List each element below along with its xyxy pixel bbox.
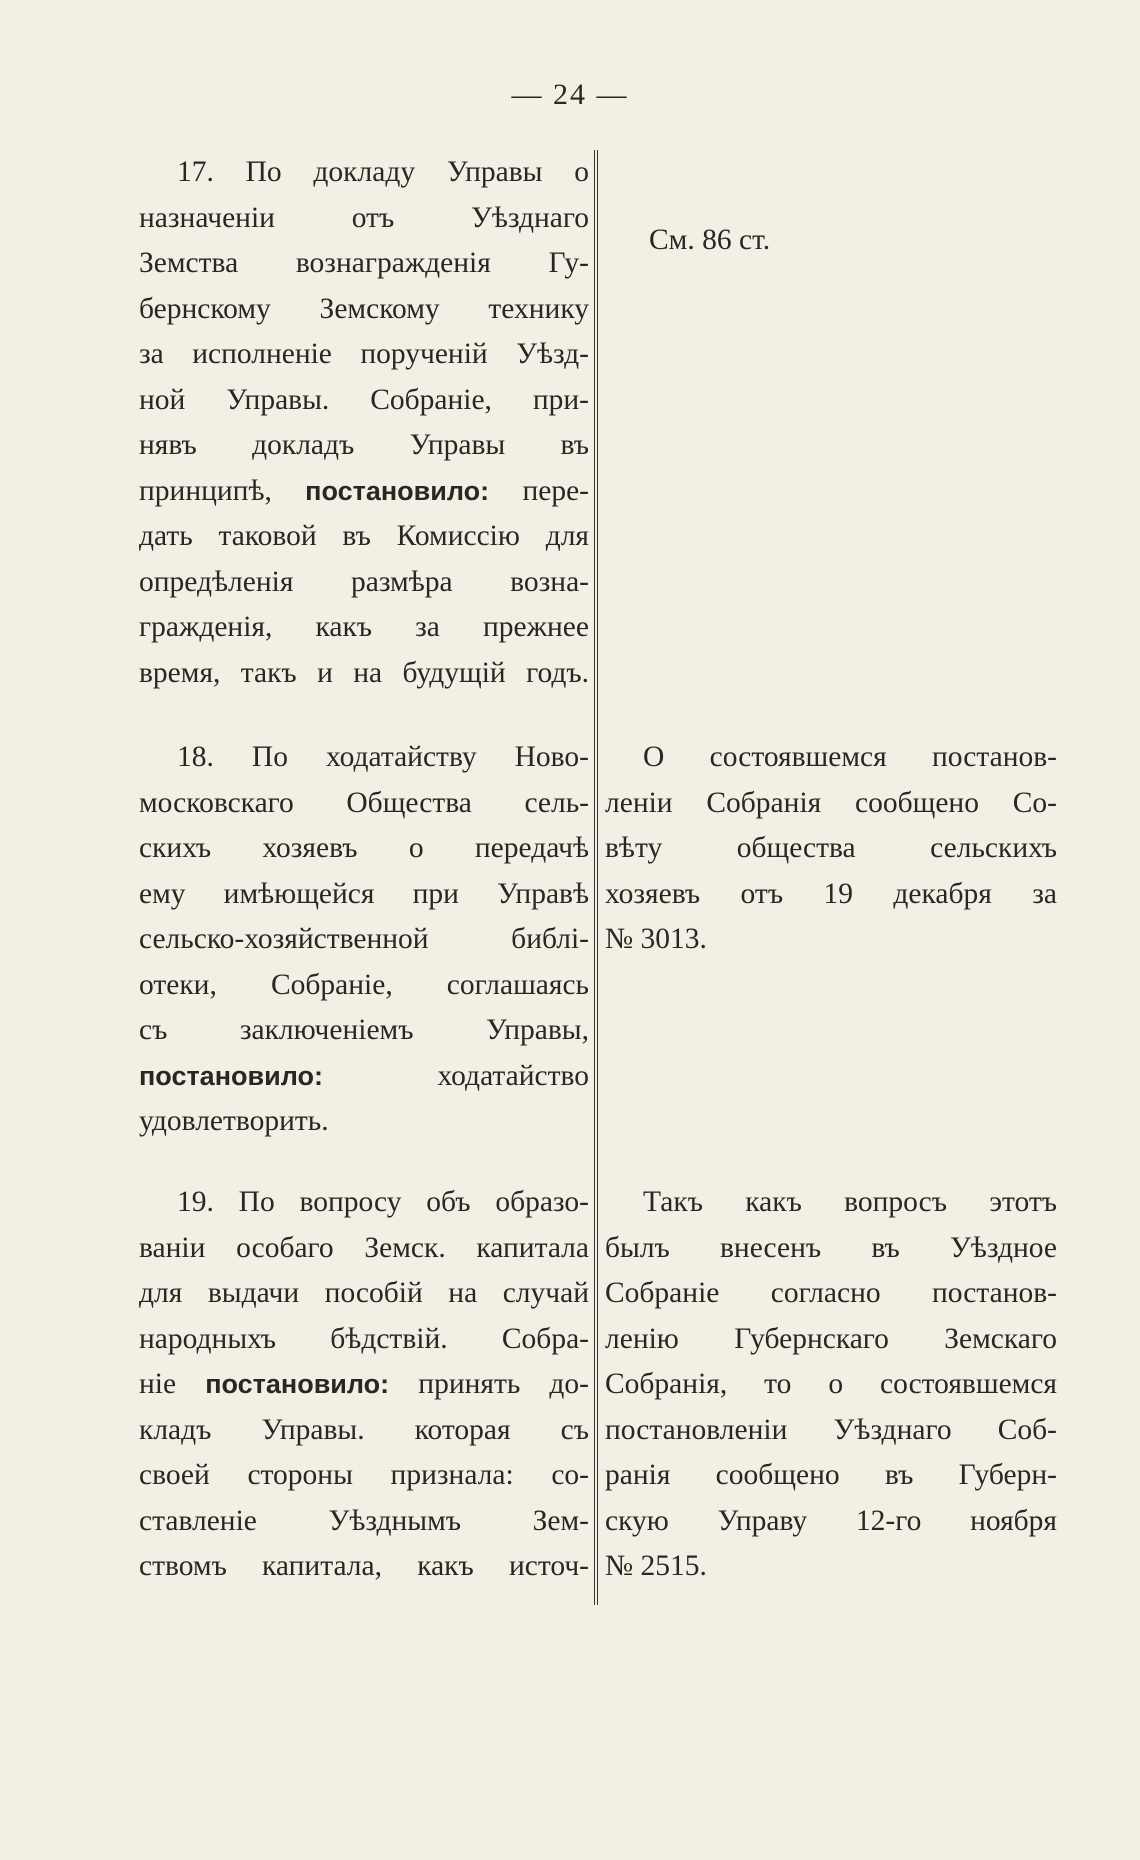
text-line: См. 86 ст. [649,224,771,256]
text-fragment: принять до- [418,1368,589,1400]
text-line: ранія сообщено въ Губерн- [605,1459,1057,1491]
text-line: 19. По вопросу объ образо- [177,1186,589,1218]
page-number: — 24 — [511,78,629,111]
text-line: ему имѣющейся при Управѣ [139,877,589,910]
text-line: опредѣленія размѣра возна- [139,565,589,598]
entry-17 [139,150,589,696]
text-line: вѣту общества сельскихъ [605,832,1057,864]
text-line: время, такъ и на будущій годъ. [139,656,589,689]
text-line: съ заключеніемъ Управы, [139,1014,589,1046]
entry-18 [139,735,589,1145]
keyword-postanovilo: постановило: [205,1369,390,1399]
text-line: 17. По докладу Управы о [177,156,589,188]
text-line: О состоявшемся постанов- [643,741,1057,773]
text-line: леніи Собранія сообщено Со- [605,786,1057,819]
column-divider [594,150,598,1605]
keyword-postanovilo: постановило: [305,475,490,506]
text-line: гражденія, какъ за прежнее [139,611,589,643]
text-line: народныхъ бѣдствій. Собра- [139,1322,589,1355]
text-line: Земства вознагражденія Гу- [139,247,589,279]
keyword-postanovilo: постановило: [139,1060,323,1091]
text-line: ставленіе Уѣзднымъ Зем- [139,1504,589,1537]
text-line: № 3013. [605,923,707,955]
text-line: скихъ хозяевъ о передачѣ [139,832,589,864]
text-line: хозяевъ отъ 19 декабря за [605,877,1057,910]
note-19 [605,1180,1057,1590]
text-line: Собранія, то о состоявшемся [605,1368,1057,1400]
text-line: дать таковой въ Комиссію для [139,520,589,552]
text-line: Такъ какъ вопросъ этотъ [643,1186,1057,1218]
text-line: былъ внесенъ въ Уѣздное [605,1231,1057,1264]
text-line: ленію Губернскаго Земскаго [605,1322,1057,1355]
text-line [139,469,589,515]
text-fragment: ходатайство [437,1059,589,1092]
text-line: своей стороны признала: со- [139,1459,589,1491]
text-line [139,1054,589,1100]
text-line: № 2515. [605,1550,707,1582]
text-line: московскаго Общества сель- [139,786,589,819]
text-line: 18. По ходатайству Ново- [177,741,589,773]
text-line: скую Управу 12-го ноября [605,1504,1057,1537]
text-line: ной Управы. Собраніе, при- [139,383,589,416]
text-line: ствомъ капитала, какъ источ- [139,1550,589,1582]
text-line: ваніи особаго Земск. капитала [139,1231,589,1264]
text-fragment: пере- [522,474,590,507]
text-line: для выдачи пособій на случай [139,1277,589,1309]
text-line: за исполненіе порученій Уѣзд- [139,338,589,370]
text-line: отеки, Собраніе, соглашаясь [139,968,589,1001]
text-line [139,1362,589,1408]
text-line: постановленіи Уѣзднаго Соб- [605,1413,1057,1446]
text-line: кладъ Управы. которая съ [139,1413,589,1446]
text-line: назначенiи отъ Уѣзднаго [139,201,589,234]
text-fragment: ніе [139,1368,177,1400]
entry-19 [139,1180,589,1590]
text-line: удовлетворить. [139,1105,329,1137]
note-18 [605,735,1057,963]
text-line: Собраніе согласно постанов- [605,1277,1057,1309]
note-17 [649,218,1057,264]
text-line: нявъ докладъ Управы въ [139,429,589,461]
text-line: сельско-хозяйственной библі- [139,923,589,955]
text-line: бернскому Земскому технику [139,292,589,325]
text-fragment: принципѣ, [139,474,272,507]
